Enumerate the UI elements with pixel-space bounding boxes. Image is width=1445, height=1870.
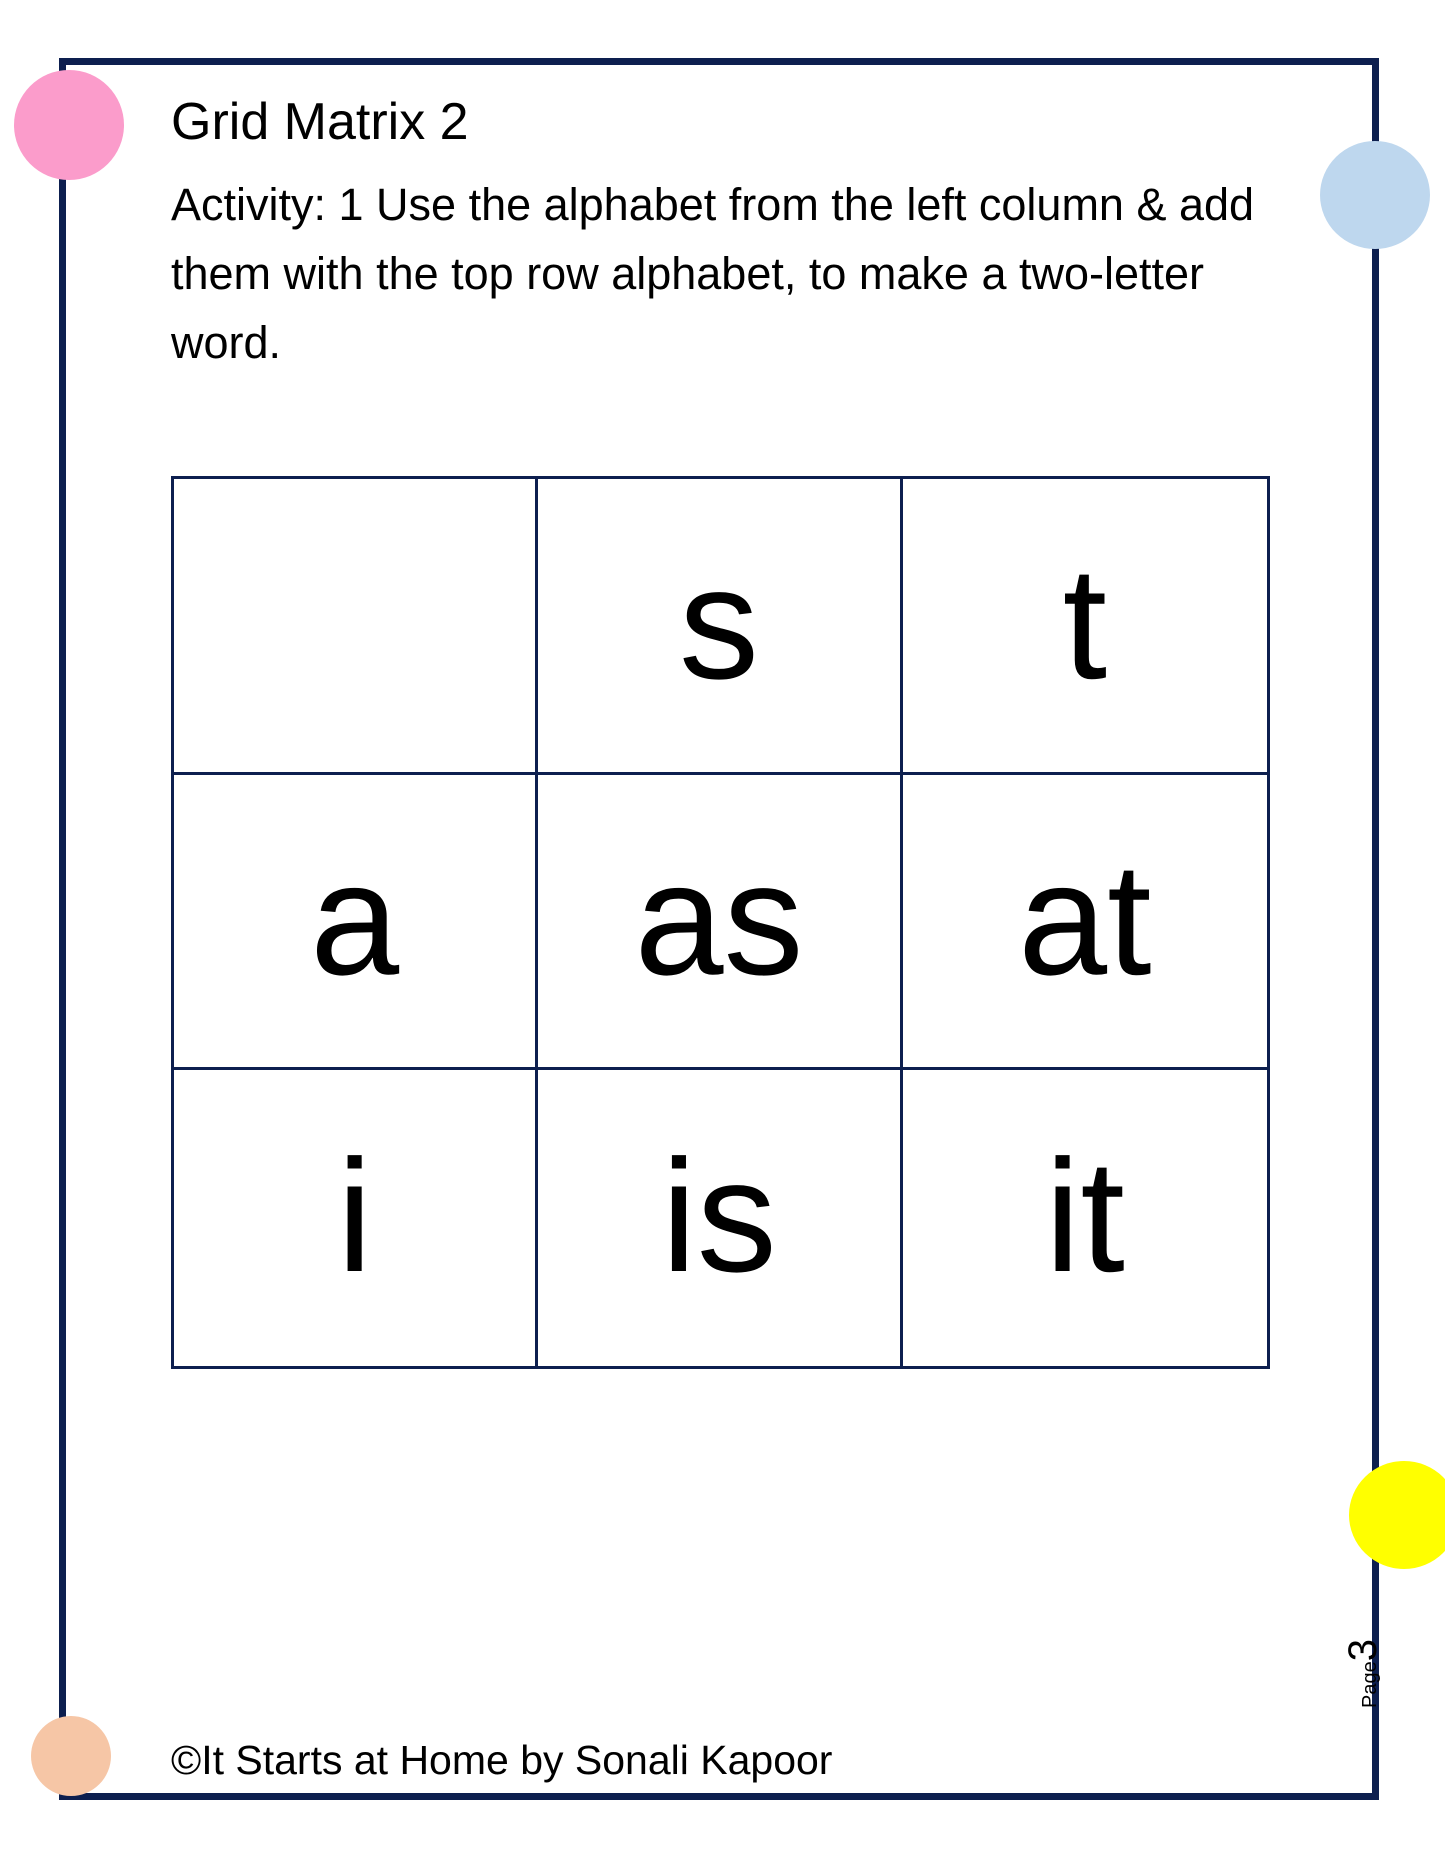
page-number bbox=[1341, 1616, 1392, 1716]
grid-header-cell: t bbox=[903, 479, 1267, 775]
page-number-label bbox=[1341, 1639, 1385, 1708]
activity-instructions: Activity: 1 Use the alphabet from the left column & add them with the top row alphabet, to make a two-letter word. bbox=[171, 179, 1255, 368]
grid-word-cell: as bbox=[538, 775, 902, 1071]
grid-corner-cell bbox=[174, 479, 538, 775]
grid-row-label-cell: a bbox=[174, 775, 538, 1071]
page-label-text: Page bbox=[1359, 1661, 1381, 1708]
worksheet-title: Grid Matrix 2 bbox=[171, 93, 469, 151]
grid-word-cell: is bbox=[538, 1070, 902, 1366]
grid-header-cell: s bbox=[538, 479, 902, 775]
grid-word-cell: it bbox=[1044, 1126, 1125, 1306]
copyright-footer: ©It Starts at Home by Sonali Kapoor bbox=[171, 1737, 833, 1783]
blue-circle-decoration bbox=[1320, 141, 1430, 249]
grid-word-cell: at bbox=[903, 775, 1267, 1071]
word-grid bbox=[171, 476, 1270, 1369]
grid-row-label-cell: i bbox=[174, 1070, 538, 1366]
peach-circle-decoration bbox=[31, 1716, 111, 1796]
pink-circle-decoration bbox=[14, 70, 124, 180]
page-number-value: 3 bbox=[1341, 1639, 1385, 1662]
